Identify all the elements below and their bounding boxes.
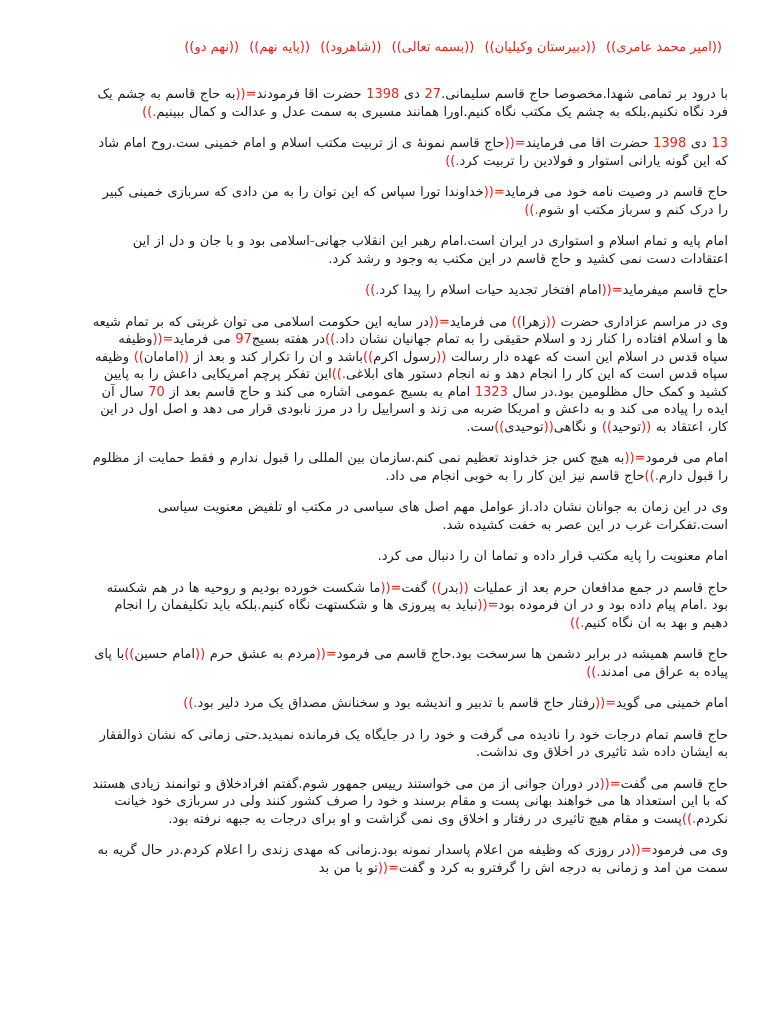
text-span: در دوران جوانی از من می خواستند رییس جمهور شوم.گفتم افرادخلاق و توانمند زیادی هستند که با این استعداد ها می خواهند بهانی پست و مقام برسند و خود را صرف کشور کنند ولی در سربازی خود خیانت نکردم xyxy=(92,776,728,827)
text-span: حاج قاسم نمونهٔ ی از تربیت مکتب اسلام و امام خمینی ست.روح امام شاد که این گونه یارانی استوار و فولادین را تربیت کرد xyxy=(98,136,728,169)
highlight-span: =(( xyxy=(235,87,257,102)
text-span: امام افتخار تجدید حیات اسلام را پیدا کرد xyxy=(379,283,602,298)
text-span: وی در مراسم عزاداری حضرت xyxy=(555,314,728,330)
highlight-span: .)) xyxy=(445,153,460,169)
text-span: رفتار حاج قاسم با تدبیر و اندیشه بود و سخنانش مصداق یک مرد دلیر بود xyxy=(197,696,596,711)
text-span: بدر xyxy=(441,580,459,596)
text-span: امام می فرمود xyxy=(645,451,728,466)
highlight-span: .)) xyxy=(524,202,539,218)
highlight-span: (( xyxy=(178,349,190,365)
text-span: وی در این زمان به جوانان نشان داد.از عوامل مهم اصل های سیاسی در مکتب او تلفیض معنویت سیاسی است.تفکرات غرب در این عصر به خفت کشیده شد. xyxy=(157,500,728,533)
highlight-span: (( xyxy=(641,419,652,435)
text-span: به هیچ کس جز خداوند تعظیم نمی کنم.سازمان بین المللی را قبول ندارم و فقط حمایت از مظلوم را قبول دارم xyxy=(92,451,728,484)
paragraph xyxy=(92,646,728,681)
highlight-span: =(( xyxy=(477,598,499,613)
text-span: این تفکر پرچم امریکایی داعش را به پایین کشید و کمک حال مظلومین بود.در سال xyxy=(103,367,728,400)
highlight-span: 1398 xyxy=(366,87,400,102)
highlight-span: =(( xyxy=(483,185,505,200)
highlight-span: =(( xyxy=(504,136,526,151)
highlight-span: - xyxy=(309,234,315,249)
header-tag-class: ((نهم دو)) xyxy=(184,40,240,55)
text-span: توحیدی xyxy=(504,419,544,435)
highlight-span: =(( xyxy=(599,776,621,792)
text-span: وظیفه سپاه قدس است که این کار را انجام دهد و نه انجام دستور های ابلاغی xyxy=(94,349,728,382)
header-tag-grade: ((پایه نهم)) xyxy=(249,40,311,55)
highlight-span: =(( xyxy=(315,647,337,662)
highlight-span: )) xyxy=(601,419,612,435)
paragraph xyxy=(92,135,728,170)
document-body xyxy=(92,86,728,877)
header-tag-bismillah: ((بسمه تعالی)) xyxy=(391,40,475,55)
highlight-span: 1323 xyxy=(474,384,508,400)
text-span: حضرت اقا می فرمایند xyxy=(525,136,654,151)
text-span: در روزی که وظیفه من اعلام پاسدار نمونه بود.زمانی که مهدی زندی را اعلام کردم.در حال گریه به سمت من امد و زمانی به درجه اش را گرفترو به کرد و گفت xyxy=(97,843,728,876)
highlight-span: )) xyxy=(363,349,374,365)
highlight-span: 27 xyxy=(424,87,442,102)
text-span: در هفته بسیج xyxy=(251,332,326,347)
highlight-span: .)) xyxy=(365,283,380,298)
highlight-span: =(( xyxy=(377,860,399,876)
text-span: حاج قاسم نیز این کار را به خوبی انجام می داد. xyxy=(385,468,645,484)
highlight-span: .)) xyxy=(681,811,697,827)
text-span: حاج قاسم همیشه در برابر دشمن ها سرسخت بود.حاج قاسم می فرمود xyxy=(336,647,728,662)
highlight-span: =(( xyxy=(601,283,623,298)
highlight-span: )) xyxy=(494,419,505,435)
highlight-span: .)) xyxy=(569,615,585,631)
text-span: با پای پیاده به عراق می امدند xyxy=(94,647,728,680)
text-span: خداوندا تورا سپاس که این توان را به من دادی که سربازی خمینی کبیر را درک کنم و سرباز مکتب او شوم xyxy=(102,185,728,218)
text-span: گفت xyxy=(401,580,432,596)
text-span: رسول اکرم xyxy=(373,349,437,365)
highlight-span: .)) xyxy=(142,104,157,120)
highlight-span: =(( xyxy=(152,332,174,347)
text-span: به حاج قاسم به چشم یک فرد نگاه نکنیم.بلکه به چشم یک مکتب نگاه کنیم.اورا همانند مسیری به سمت عدل و عدالت و کمال ببینیم xyxy=(97,87,728,120)
text-span: در سایه این حکومت اسلامی می توان غربتی که بر تمام شیعه ها و اسلام افتاده را کنار زد و اسلام حقیقی را به تمام جهانیان نشان داد xyxy=(92,314,728,347)
header-tag-school: ((دبیرستان وکیلیان)) xyxy=(484,40,596,55)
text-span: حضرت اقا فرمودند xyxy=(256,87,367,102)
text-span: باشد و ان را تکرار کند و بعد از xyxy=(189,349,364,365)
text-span: حاج قاسم میفرماید xyxy=(622,283,728,298)
text-span: امام پایه و تمام اسلام و استواری در ایران است.امام رهبر این انقلاب جهانی xyxy=(314,234,728,249)
text-span: دی xyxy=(686,136,712,151)
text-span: اسلامی بود و با جان و دل از این اعتقادات دست نمی کشید و حاج قاسم در این مکتب به وجود و رشد کرد. xyxy=(132,234,728,267)
text-span: امام حسین xyxy=(134,647,196,662)
text-span: می فرماید xyxy=(173,332,236,347)
paragraph xyxy=(92,580,728,633)
text-span: ما شکست خورده بودیم و روحیه ها در هم شکسته بود .امام پیام داده بود و در ان فرموده بود xyxy=(106,580,728,613)
document-header xyxy=(92,38,728,58)
paragraph xyxy=(92,233,728,268)
highlight-span: )) xyxy=(124,647,135,662)
text-span: سال آن ایده را پیاده می کند و به داعش و امریکا ضربه می زند و اسراییل را در مرز نابودی قرار می دهد و اصل اول در این کار، اعتقاد به xyxy=(100,384,728,435)
text-span: توحید xyxy=(611,419,642,435)
text-span: می فرماید xyxy=(449,314,512,330)
text-span: امام به بسیج عمومی اشاره می کند و حاج قاسم بعد از xyxy=(164,384,475,400)
highlight-span: (( xyxy=(545,314,556,330)
header-tag-author: ((امیر محمد عامری)) xyxy=(606,40,722,55)
paragraph xyxy=(92,548,728,566)
text-span: زهرا xyxy=(521,314,546,330)
paragraph xyxy=(92,86,728,121)
text-span: و نگاهی xyxy=(553,419,602,435)
paragraph xyxy=(92,727,728,762)
text-span: پست و مقام هیچ تاثیری در رفتار و اخلاق وی نمی گزاشت و او برای درجات به جبهه نرفته بود. xyxy=(168,811,682,827)
text-span: حاج قاسم در وصیت نامه خود می فرماید xyxy=(504,185,728,200)
highlight-span: 1398 xyxy=(653,136,687,151)
highlight-span: .)) xyxy=(644,468,659,484)
paragraph xyxy=(92,184,728,219)
highlight-span: 70 xyxy=(148,384,165,400)
text-span: وظیفه سپاه قدس در اسلام این است که عهده دار رسالت xyxy=(118,332,728,365)
highlight-span: =(( xyxy=(595,696,617,711)
highlight-span: (( xyxy=(458,580,469,596)
highlight-span: .)) xyxy=(586,664,601,680)
paragraph xyxy=(92,450,728,485)
highlight-span: (( xyxy=(195,647,206,662)
highlight-span: .)) xyxy=(331,367,346,382)
text-span: حاج قاسم می گفت xyxy=(620,776,728,792)
highlight-span: =(( xyxy=(428,314,450,330)
text-span: امامان xyxy=(143,349,179,365)
highlight-span: =(( xyxy=(624,451,646,466)
text-span: امام معنویت را پایه مکتب قرار داده و تماما ان را دنبال می کرد. xyxy=(377,549,728,564)
text-span: حاج قاسم در جمع مدافعان حرم بعد از عملیات xyxy=(468,580,728,596)
highlight-span: )) xyxy=(431,580,442,596)
text-span: نباید به پیروزی ها و شکستهت نگاه کنیم.بلکه باید تکلیفمان را انجام دهیم و بهد به ان نگاه کنیم xyxy=(114,598,728,631)
text-span: مردم به عشق حرم xyxy=(205,647,316,662)
header-tag-city: ((شاهرود)) xyxy=(320,40,382,55)
text-span: با درود بر تمامی شهدا.مخصوصا حاج قاسم سلیمانی. xyxy=(441,87,728,102)
paragraph xyxy=(92,842,728,877)
highlight-span: .)) xyxy=(325,332,340,347)
highlight-span: (( xyxy=(436,349,447,365)
highlight-span: =(( xyxy=(380,580,402,596)
highlight-span: 13 xyxy=(711,136,728,151)
highlight-span: 97 xyxy=(235,332,252,347)
highlight-span: )) xyxy=(511,314,522,330)
highlight-span: .)) xyxy=(183,696,198,711)
paragraph xyxy=(92,499,728,534)
text-span: ست. xyxy=(466,419,495,435)
text-span: امام خمینی می گوید xyxy=(616,696,728,711)
highlight-span: )) xyxy=(133,349,144,365)
paragraph xyxy=(92,282,728,300)
text-span: دی xyxy=(399,87,425,102)
text-span: تو با من بد xyxy=(318,860,378,876)
text-span: حاج قاسم تمام درجات خود را نادیده می گرفت و خود را در جایگاه یک فرمانده نمیدید.حتی زمانی که نشان ذوالفقار به ایشان داده شد تاثیری در اخلاق وی نداشت. xyxy=(99,727,728,760)
paragraph xyxy=(92,695,728,713)
paragraph xyxy=(92,776,728,829)
highlight-span: =(( xyxy=(630,843,652,858)
text-span: وی می فرمود xyxy=(651,843,728,858)
highlight-span: (( xyxy=(543,419,554,435)
paragraph xyxy=(92,314,728,437)
